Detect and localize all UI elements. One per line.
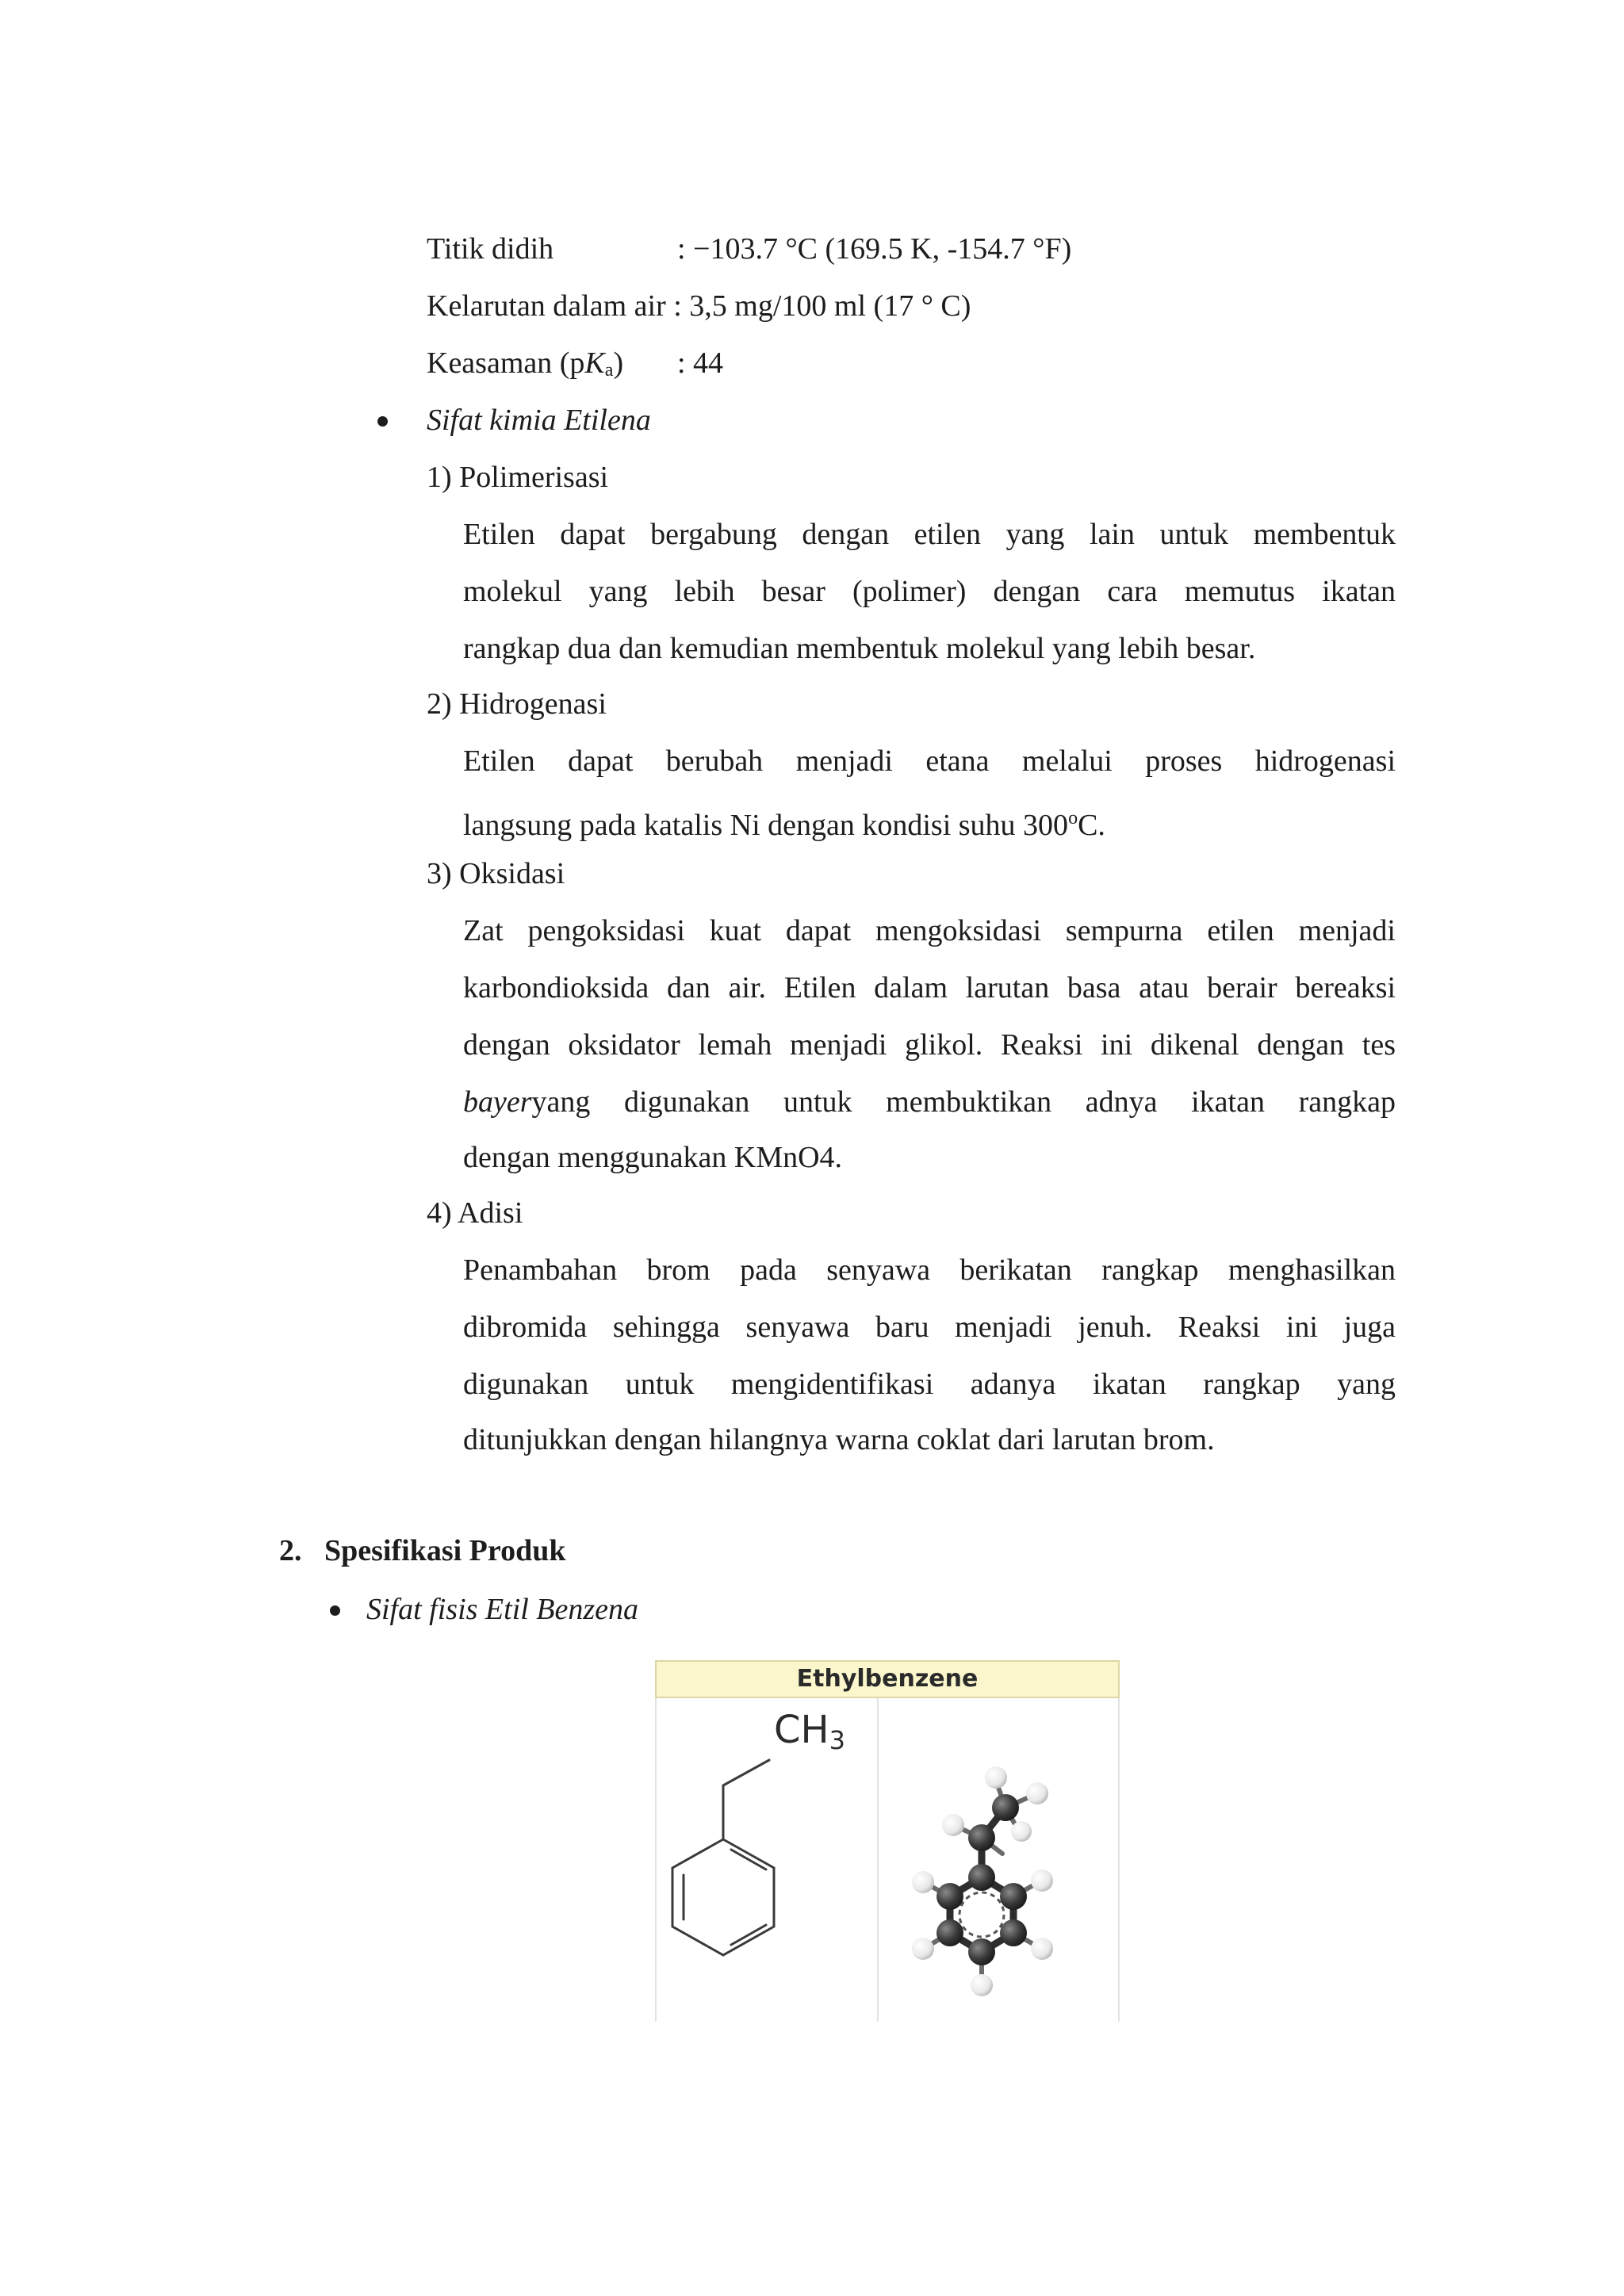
ethylbenzene-figure	[655, 1660, 1120, 2022]
text-run: yang digunakan untuk membuktikan adnya ikatan rangkap	[531, 1085, 1396, 1119]
methyl-formula	[774, 1708, 845, 1762]
property-value: : −103.7 °C (169.5 K, -154.7 °F)	[677, 232, 1072, 266]
subsection-heading: Sifat fisis Etil Benzena	[366, 1593, 639, 1626]
italic-term: bayer	[463, 1085, 532, 1119]
property-acidity	[427, 342, 723, 391]
property-boiling-point	[427, 228, 1071, 270]
property-label: Titik didih	[427, 232, 554, 266]
paragraph-line: Etilen dapat bergabung dengan etilen yang lain untuk membentuk	[463, 518, 1396, 551]
paragraph-line	[463, 798, 1105, 846]
text-run: C.	[1078, 809, 1105, 842]
paragraph-line: dengan oksidator lemah menjadi glikol. Reaksi ini dikenal dengan tes	[463, 1028, 1396, 1062]
label-sub: a	[604, 360, 614, 381]
paragraph-line: dibromida sehingga senyawa baru menjadi jenuh. Reaksi ini juga	[463, 1311, 1396, 1344]
property-value: : 44	[677, 346, 724, 380]
property-label: Kelarutan dalam air	[427, 289, 666, 323]
property-value: : 3,5 mg/100 ml (17 ° C)	[673, 289, 971, 323]
paragraph-line: ditunjukkan dengan hilangnya warna coklat dari larutan brom.	[463, 1423, 1215, 1456]
chemical-properties-heading: Sifat kimia Etilena	[427, 404, 651, 437]
figure-title: Ethylbenzene	[655, 1660, 1120, 1698]
label-k: K	[584, 346, 605, 380]
label-suffix: )	[613, 346, 624, 380]
list-item-title: 1) Polimerisasi	[427, 461, 609, 494]
list-item-title: 2) Hidrogenasi	[427, 687, 607, 721]
text-run: langsung pada katalis Ni dengan kondisi suhu 300	[463, 809, 1069, 842]
paragraph-line: dengan menggunakan KMnO4.	[463, 1141, 843, 1174]
paragraph-line	[463, 1081, 1396, 1123]
paragraph-line: digunakan untuk mengidentifikasi adanya ikatan rangkap yang	[463, 1368, 1396, 1401]
property-solubility	[427, 285, 971, 327]
ball-and-stick-model-icon	[879, 1698, 1120, 2022]
section-heading: 2. Spesifikasi Produk	[279, 1534, 566, 1567]
paragraph-line: karbondioksida dan air. Etilen dalam larutan basa atau berair bereaksi	[463, 971, 1396, 1004]
paragraph-line: molekul yang lebih besar (polimer) dengan cara memutus ikatan	[463, 575, 1396, 608]
property-label	[427, 342, 677, 391]
list-item-title: 3) Oksidasi	[427, 857, 565, 890]
paragraph-line: Zat pengoksidasi kuat dapat mengoksidasi sempurna etilen menjadi	[463, 914, 1396, 947]
paragraph-line: Penambahan brom pada senyawa berikatan rangkap menghasilkan	[463, 1253, 1396, 1287]
bullet-icon	[377, 416, 388, 427]
bullet-icon	[330, 1605, 340, 1616]
label-text: Keasaman (p	[427, 346, 585, 380]
formula-text: CH	[774, 1708, 829, 1752]
paragraph-line: rangkap dua dan kemudian membentuk molekul yang lebih besar.	[463, 632, 1256, 665]
paragraph-line: Etilen dapat berubah menjadi etana melalui proses hidrogenasi	[463, 744, 1396, 778]
formula-subscript: 3	[829, 1725, 845, 1755]
superscript: o	[1068, 808, 1078, 828]
list-item-title: 4) Adisi	[427, 1196, 523, 1230]
